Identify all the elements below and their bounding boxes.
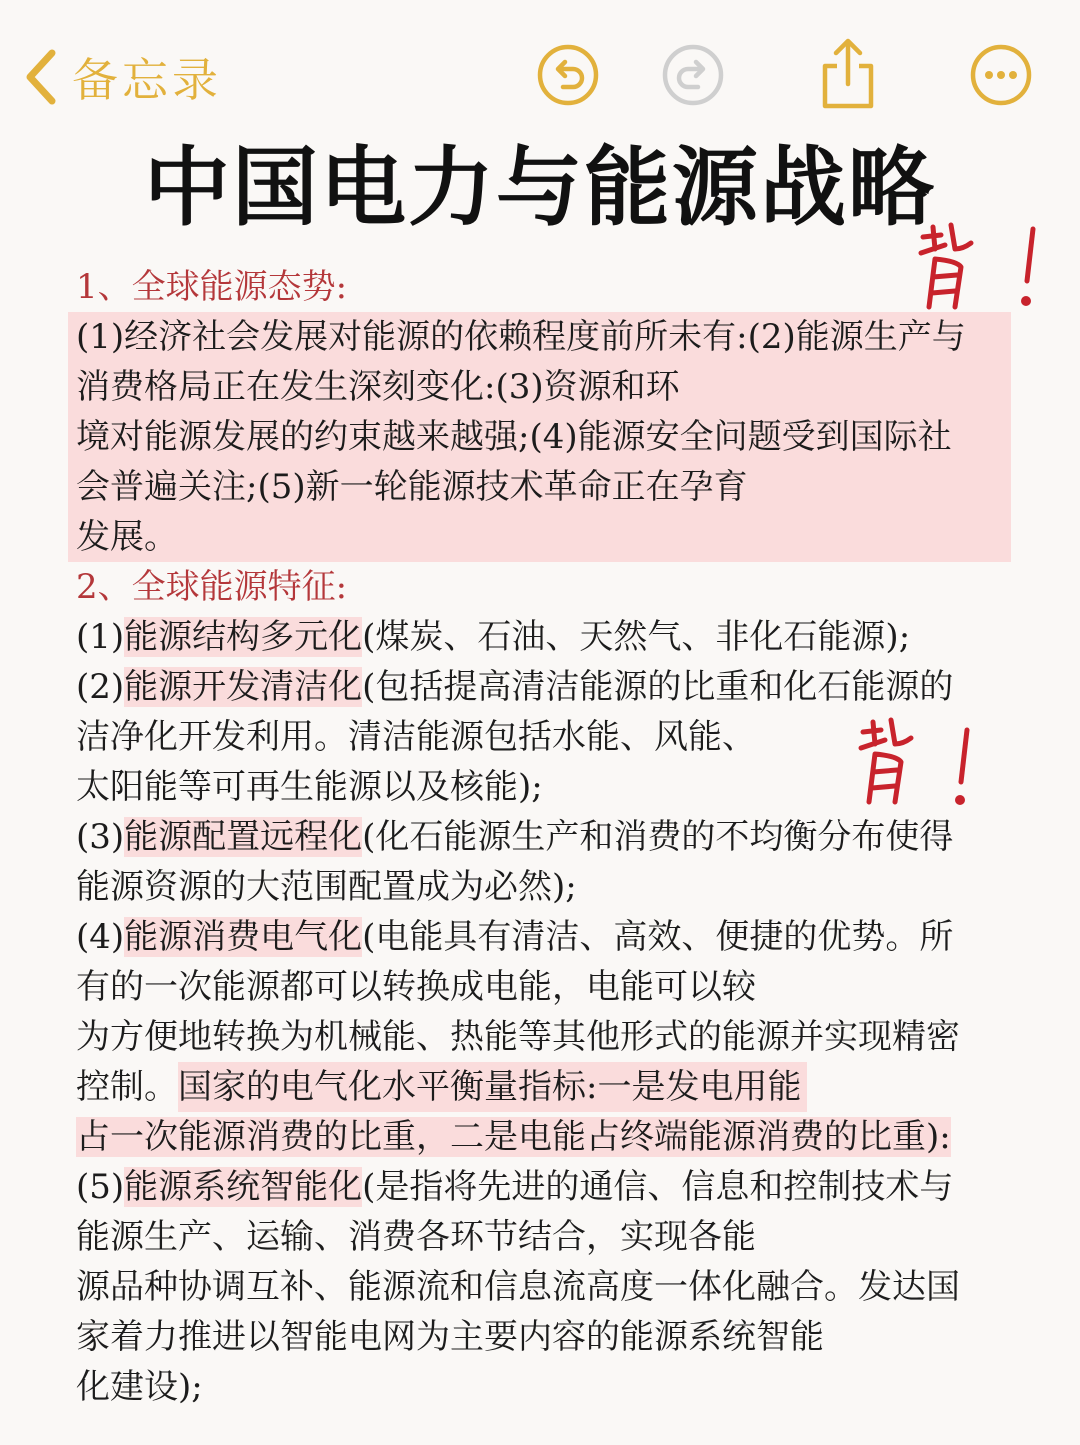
item-number: (2)	[76, 667, 125, 707]
item-text: (化石能源生产和消费的不均衡分布使得	[362, 817, 954, 857]
item-3	[76, 812, 1016, 862]
section-1-line: 消费格局正在发生深刻变化:(3)资源和环	[76, 367, 680, 407]
item-keyword: 能源配置远程化	[124, 817, 363, 857]
item-4-line: 有的一次能源都可以转换成电能，电能可以较	[76, 967, 756, 1007]
item-5	[76, 1162, 1016, 1212]
item-3-line: 能源资源的大范围配置成为必然);	[76, 867, 577, 907]
item-4-line	[76, 1112, 1016, 1162]
section-1-line: 会普遍关注;(5)新一轮能源技术革命正在孕育	[76, 467, 748, 507]
section-1-line: (1)经济社会发展对能源的依赖程度前所未有:(2)能源生产与	[76, 317, 966, 357]
item-text: (是指将先进的通信、信息和控制技术与	[362, 1167, 954, 1207]
item-2-line: 太阳能等可再生能源以及核能);	[76, 767, 543, 807]
item-keyword: 能源结构多元化	[124, 617, 363, 657]
section-1-line: 境对能源发展的约束越来越强;(4)能源安全问题受到国际社	[76, 417, 952, 457]
page-title: 中国电力与能源战略	[144, 138, 936, 238]
redo-icon	[660, 42, 726, 108]
share-button[interactable]	[815, 36, 881, 110]
item-highlight: 国家的电气化水平衡量指标:一是发电用能	[178, 1062, 807, 1112]
item-highlight: 占一次能源消费的比重，二是电能占终端能源消费的比重):	[76, 1117, 951, 1157]
item-number: (4)	[76, 917, 125, 957]
share-icon	[815, 36, 881, 110]
item-text: 控制。	[76, 1067, 178, 1107]
back-button[interactable]	[22, 42, 222, 112]
item-text: (包括提高清洁能源的比重和化石能源的	[362, 667, 954, 707]
item-4-line: 为方便地转换为机械能、热能等其他形式的能源并实现精密	[76, 1017, 960, 1057]
undo-icon	[535, 42, 601, 108]
item-text: (煤炭、石油、天然气、非化石能源);	[362, 617, 911, 657]
item-5-line: 家着力推进以智能电网为主要内容的能源系统智能	[76, 1317, 824, 1357]
item-4	[76, 912, 1016, 962]
section-2-heading: 2、全球能源特征:	[76, 567, 348, 607]
back-label: 备忘录	[72, 53, 222, 107]
item-2	[76, 662, 1016, 712]
item-text: (电能具有清洁、高效、便捷的优势。所	[362, 917, 954, 957]
chevron-left-icon	[22, 47, 58, 107]
item-keyword: 能源开发清洁化	[124, 667, 363, 707]
note-body[interactable]	[76, 262, 1016, 1412]
item-2-line: 洁净化开发利用。清洁能源包括水能、风能、	[76, 717, 756, 757]
section-1-line: 发展。	[76, 517, 178, 557]
undo-button[interactable]	[535, 42, 601, 108]
item-keyword: 能源消费电气化	[124, 917, 363, 957]
item-1	[76, 612, 1016, 662]
item-5-line: 源品种协调互补、能源流和信息流高度一体化融合。发达国	[76, 1267, 960, 1307]
redo-button[interactable]	[660, 42, 726, 108]
item-number: (5)	[76, 1167, 125, 1207]
section-1-highlight	[68, 312, 1011, 562]
item-number: (1)	[76, 617, 125, 657]
item-4-line	[76, 1062, 1016, 1112]
item-5-line: 化建设);	[76, 1367, 203, 1407]
section-1-heading: 1、全球能源态势:	[76, 267, 348, 307]
more-icon	[968, 42, 1034, 108]
item-keyword: 能源系统智能化	[124, 1167, 363, 1207]
item-number: (3)	[76, 817, 125, 857]
more-button[interactable]	[968, 42, 1034, 108]
item-5-line: 能源生产、运输、消费各环节结合，实现各能	[76, 1217, 756, 1257]
